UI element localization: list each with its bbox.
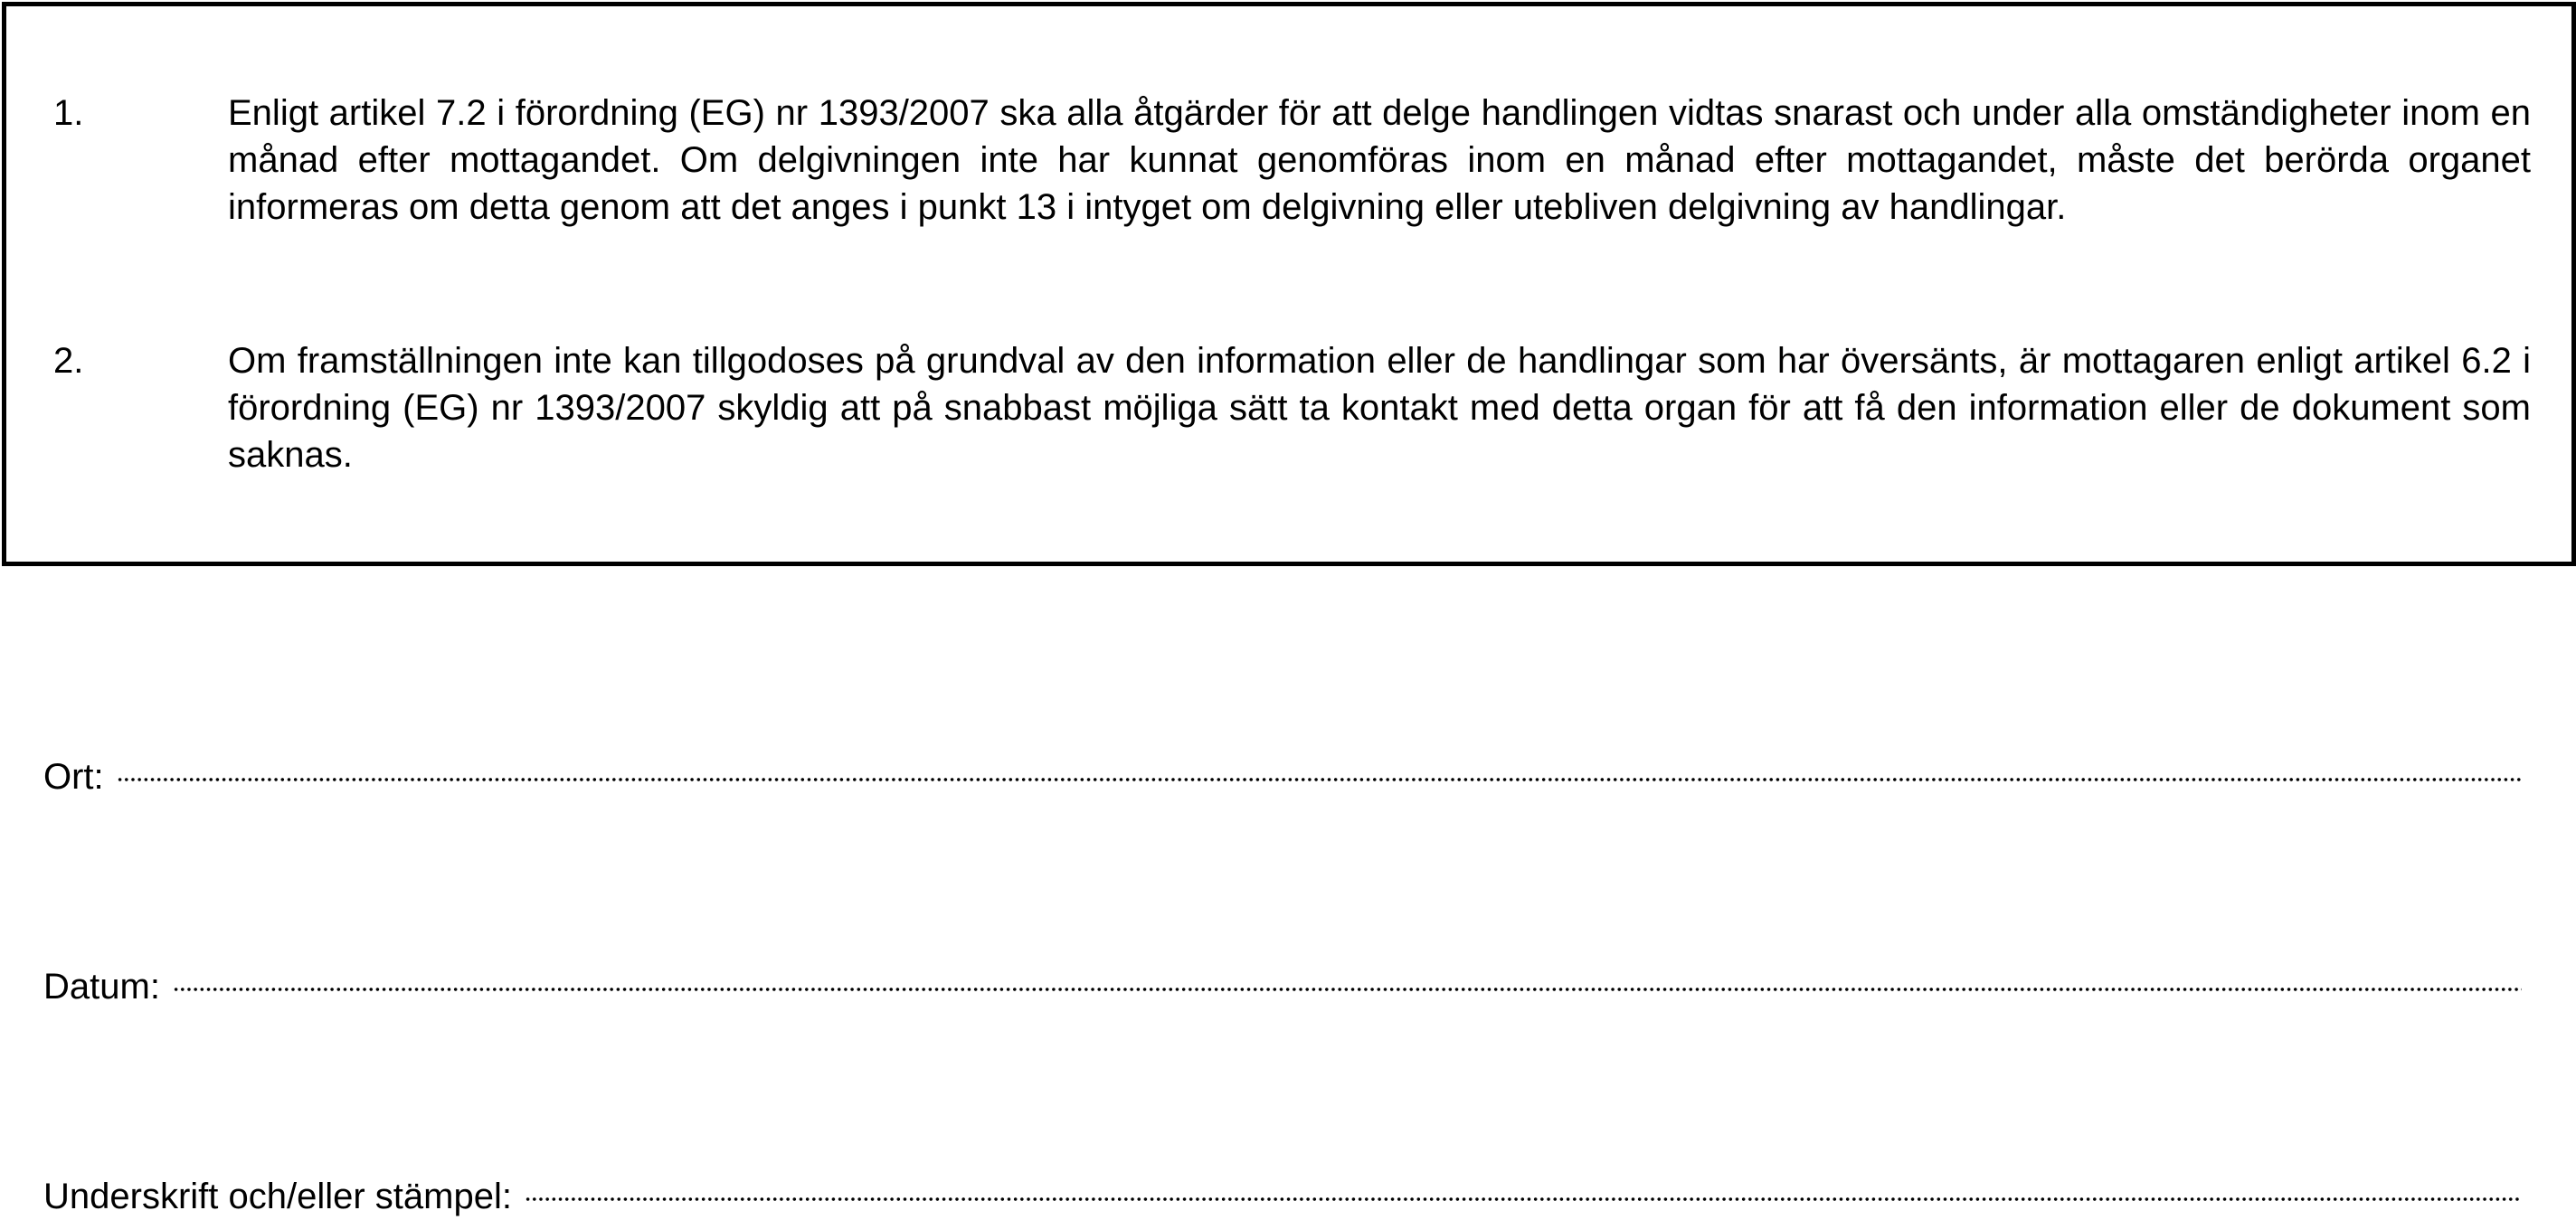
notice-box [2,2,2576,566]
date-dotted-line[interactable] [173,951,2522,998]
item-number: 1. [53,93,84,133]
date-label: Datum: [43,967,160,1007]
signature-field [43,1161,2522,1220]
signature-label: Underskrift och/eller stämpel: [43,1177,512,1216]
date-field [43,951,2522,1010]
place-field [43,742,2522,800]
place-dotted-line[interactable] [117,742,2522,789]
place-label: Ort: [43,757,104,797]
item-text: Om framställningen inte kan tillgodoses på grundval av den information eller de handlingar som har översänts, är mottagaren enligt artikel 6.2 i förordning (EG) nr 1393/2007 skyldig att på snabbast möjliga sätt ta kontakt med detta organ för att få den information eller de dokument som saknas. [228,341,2531,475]
signature-dotted-line[interactable] [525,1161,2522,1208]
item-text: Enligt artikel 7.2 i förordning (EG) nr 1393/2007 ska alla åtgärder för att delge handlingen vidtas snarast och under alla omständigheter inom en månad efter mottagandet. Om delgivningen inte har kunnat genomföras inom en månad efter mottagandet, måste det berörda organet informeras om detta genom att det anges i punkt 13 i intyget om delgivning eller utebliven delgivning av handlingar. [228,93,2531,227]
item-number: 2. [53,341,84,381]
